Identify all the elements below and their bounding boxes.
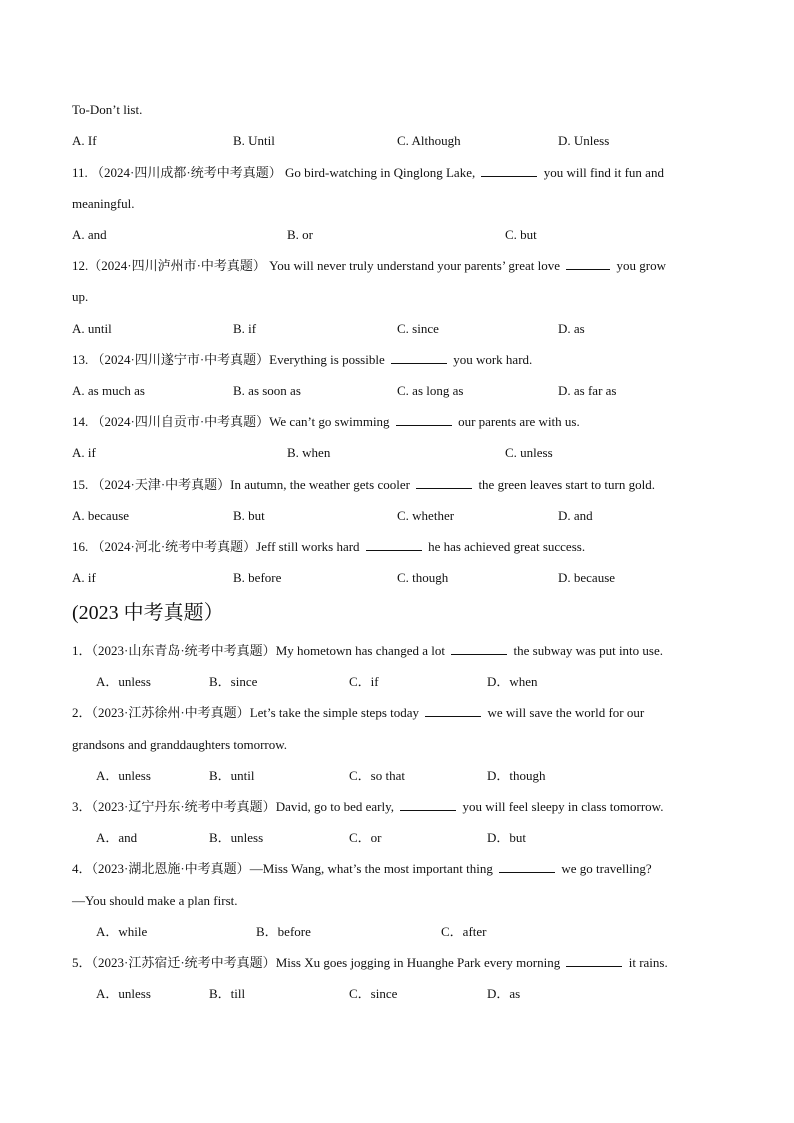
question-11-continuation: meaningful. [72,196,135,211]
option-b: B. as soon as [233,383,301,398]
option-b: B．unless [209,830,264,845]
question-16 [72,539,585,555]
question-number: 3． [72,799,92,814]
question-2023-4-continuation: —You should make a plan first. [72,893,238,908]
answer-blank[interactable] [451,643,507,655]
question-text-after-blank: you will find it fun and [543,165,664,180]
question-source: （2024·四川遂宁市·中考真题） [91,352,270,367]
option-b: B. but [233,508,265,523]
question-source: （2024·河北·统考中考真题） [91,539,257,554]
answer-blank[interactable] [366,539,422,551]
question-2023-5 [72,955,668,971]
question-source: （2024·四川自贡市·中考真题） [91,414,270,429]
answer-blank[interactable] [566,955,622,967]
question-number: 12. [72,258,89,273]
question-text-before-blank: Go bird-watching in Qinglong Lake, [284,165,476,180]
option-a: A. and [72,227,107,242]
question-source: （2023·江苏徐州·中考真题） [91,705,250,720]
question-source: （2023·山东青岛·统考中考真题） [91,643,276,658]
option-a: A．unless [96,674,151,689]
question-text-before-blank: —Miss Wang, what’s the most important thing [249,861,493,876]
question-text-after-blank: you work hard. [453,352,533,367]
question-text-before-blank: Jeff still works hard [256,539,360,554]
question-text-after-blank: the green leaves start to turn gold. [478,477,655,492]
option-a: A. because [72,508,130,523]
question-15 [72,477,655,493]
option-c: C. but [505,227,537,242]
option-c: C．since [349,986,398,1001]
option-b: B. Until [233,133,275,148]
question-number: 1． [72,643,92,658]
option-d: D. because [558,570,616,585]
question-source: （2024·四川泸州市·中考真题） [88,258,266,273]
question-text-before-blank: Let’s take the simple steps today [249,705,420,720]
option-b: B. before [233,570,282,585]
question-number: 11. [72,165,88,180]
option-c: C. though [397,570,449,585]
answer-blank[interactable] [566,258,610,270]
option-b: B．before [256,924,311,939]
option-c: C. as long as [397,383,464,398]
question-2023-4 [72,861,652,877]
option-a: A．while [96,924,148,939]
option-b: B. if [233,321,257,336]
question-13 [72,352,532,368]
question-2023-1 [72,643,663,659]
question-14 [72,414,580,430]
question-2023-2 [72,705,644,721]
option-d: D. as far as [558,383,617,398]
question-text-after-blank: we go travelling? [561,861,652,876]
question-text-after-blank: he has achieved great success. [428,539,586,554]
option-b: B. or [287,227,313,242]
question-10-continuation: To-Don’t list. [72,102,143,117]
question-text-before-blank: David, go to bed early, [275,799,394,814]
option-c: C．after [441,924,487,939]
option-a: A．unless [96,986,151,1001]
option-d: D．but [487,830,527,845]
question-text-before-blank: In autumn, the weather gets cooler [230,477,410,492]
option-b: B．since [209,674,258,689]
option-c: C．if [349,674,379,689]
option-b: B．until [209,768,255,783]
answer-blank[interactable] [425,705,481,717]
option-b: B．till [209,986,246,1001]
answer-blank[interactable] [396,414,452,426]
question-number: 14. [72,414,89,429]
option-d: D. Unless [558,133,610,148]
option-c: C．so that [349,768,405,783]
option-a: A. if [72,570,96,585]
question-number: 13. [72,352,89,367]
question-number: 5． [72,955,92,970]
answer-blank[interactable] [400,799,456,811]
question-text-before-blank: You will never truly understand your parents’ great love [269,258,561,273]
question-source: （2023·湖北恩施·中考真题） [91,861,250,876]
question-text-before-blank: Miss Xu goes jogging in Huanghe Park every morning [275,955,561,970]
question-source: （2023·辽宁丹东·统考中考真题） [91,799,276,814]
question-text-before-blank: Everything is possible [269,352,385,367]
question-text-after-blank: you grow [616,258,667,273]
option-d: D. as [558,321,585,336]
option-a: A．and [96,830,138,845]
question-2023-2-continuation: grandsons and granddaughters tomorrow. [72,737,288,752]
answer-blank[interactable] [499,861,555,873]
question-text-after-blank: our parents are with us. [458,414,580,429]
option-c: C. Although [397,133,461,148]
option-c: C. since [397,321,439,336]
question-number: 4． [72,861,92,876]
option-a: A. until [72,321,112,336]
option-d: D. and [558,508,593,523]
question-number: 16. [72,539,89,554]
question-number: 15. [72,477,89,492]
question-12-continuation: up. [72,289,89,304]
question-text-before-blank: We can’t go swimming [269,414,390,429]
question-text-before-blank: My hometown has changed a lot [275,643,446,658]
answer-blank[interactable] [481,165,537,177]
question-text-after-blank: we will save the world for our [487,705,645,720]
question-2023-3 [72,799,663,815]
option-a: A. if [72,445,96,460]
option-c: C. unless [505,445,553,460]
option-a: A. If [72,133,97,148]
section-heading: (2023 中考真题） [72,602,224,624]
option-a: A. as much as [72,383,145,398]
question-source: （2023·江苏宿迁·统考中考真题） [91,955,276,970]
question-number: 2． [72,705,92,720]
option-a: A．unless [96,768,151,783]
question-text-after-blank: the subway was put into use. [513,643,663,658]
option-c: C．or [349,830,382,845]
option-b: B. when [287,445,331,460]
option-c: C. whether [397,508,455,523]
question-text-after-blank: you will feel sleepy in class tomorrow. [462,799,664,814]
answer-blank[interactable] [416,477,472,489]
option-d: D．though [487,768,546,783]
question-11 [72,165,664,181]
option-d: D．when [487,674,538,689]
answer-blank[interactable] [391,352,447,364]
option-d: D．as [487,986,521,1001]
question-source: （2024·天津·中考真题） [91,477,231,492]
question-source: （2024·四川成都·统考中考真题） [91,165,282,180]
question-12 [72,258,666,274]
question-text-after-blank: it rains. [628,955,668,970]
